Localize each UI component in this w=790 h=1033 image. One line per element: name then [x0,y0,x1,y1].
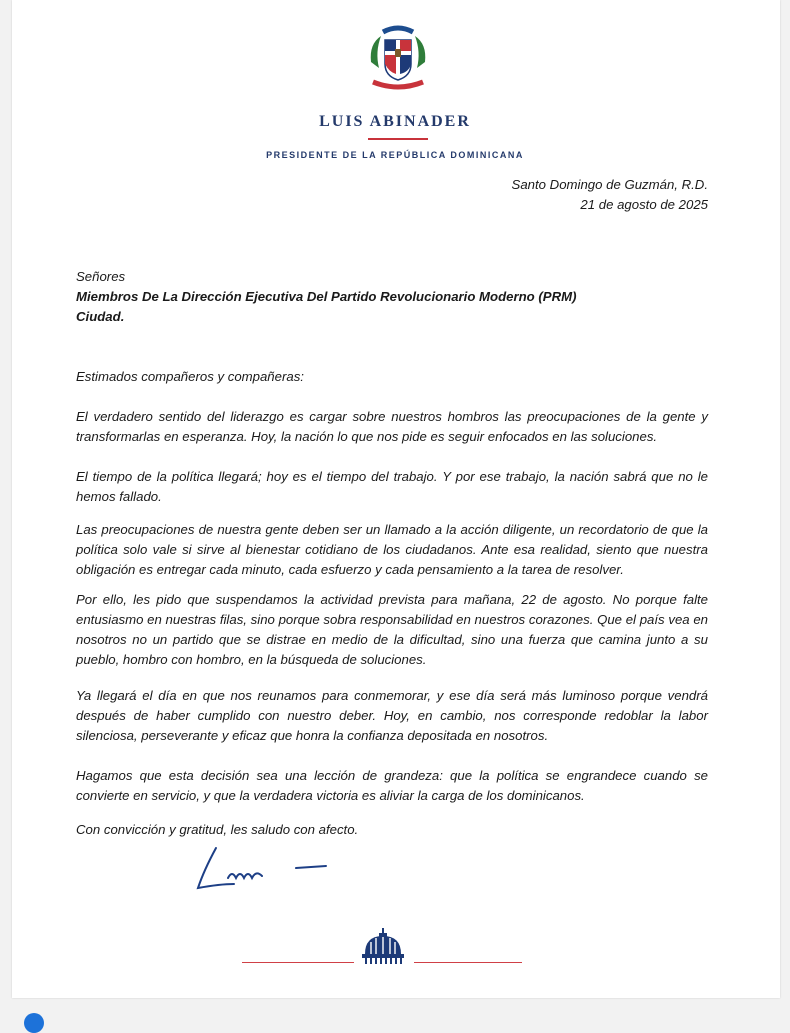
addressee-line2: Miembros De La Dirección Ejecutiva Del Partido Revolucionario Moderno (PRM) [76,289,577,304]
addressee-line3: Ciudad. [76,309,125,324]
footer-rule-left [242,962,354,963]
place-date [512,175,708,215]
salutation: Estimados compañeros y compañeras: [76,369,304,384]
closing: Con convicción y gratitud, les saludo con afecto. [76,822,359,837]
paragraph-4: Por ello, les pido que suspendamos la actividad prevista para mañana, 22 de agosto. No porque falte entusiasmo en nuestras filas, sino porque sobra responsabilidad en nuestros corazones. Que el país vea en nosotros no un partido que se distrae en medio de la dificultad, sino una fuerza que camina junto a su pueblo, hombro con hombro, en la búsqueda de soluciones. [76,592,708,667]
paragraph-2: El tiempo de la política llegará; hoy es el tiempo del trabajo. Y por ese trabajo, la nación sabrá que no le hemos fallado. [76,469,708,504]
dominican-coat-of-arms-icon [365,22,431,94]
letterhead-divider [368,138,428,140]
place-text: Santo Domingo de Guzmán, R.D. [511,177,708,192]
account-avatar[interactable] [24,1013,44,1033]
paragraph-1: El verdadero sentido del liderazgo es cargar sobre nuestros hombros las preocupaciones de la gente y transformarlas en esperanza. Hoy, la nación lo que nos pide es seguir enfocados en las soluciones. [76,409,708,444]
letterhead-name: LUIS ABINADER [319,113,471,130]
paragraph-6: Hagamos que esta decisión sea una lección de grandeza: que la política se engrandece cuando se convierte en servicio, y que la verdadera victoria es aliviar la carga de los dominicanos. [76,768,708,803]
addressee-line1: Señores [76,269,126,284]
paragraph-3: Las preocupaciones de nuestra gente deben ser un llamado a la acción diligente, un recordatorio de que la política solo vale si sirve al bienestar cotidiano de los ciudadanos. Ante esa realidad, siento que nuestra obligación es entregar cada minuto, cada esfuerzo y cada pensamiento a la tarea de resolver. [76,522,708,577]
paragraph-5: Ya llegará el día en que nos reunamos para conmemorar, y ese día será más luminoso porque vendrá después de haber cumplido con nuestro deber. Hoy, en cambio, nos corresponde redoblar la labor silenciosa, perseverante y eficaz que honra la confianza depositada en nosotros. [76,688,708,743]
signature [190,840,340,900]
footer-rule-right [414,962,522,963]
addressee [76,267,708,327]
palace-dome-icon [360,928,406,966]
date-text: 21 de agosto de 2025 [580,197,708,212]
letterhead-subtitle: PRESIDENTE DE LA REPÚBLICA DOMINICANA [266,150,524,160]
